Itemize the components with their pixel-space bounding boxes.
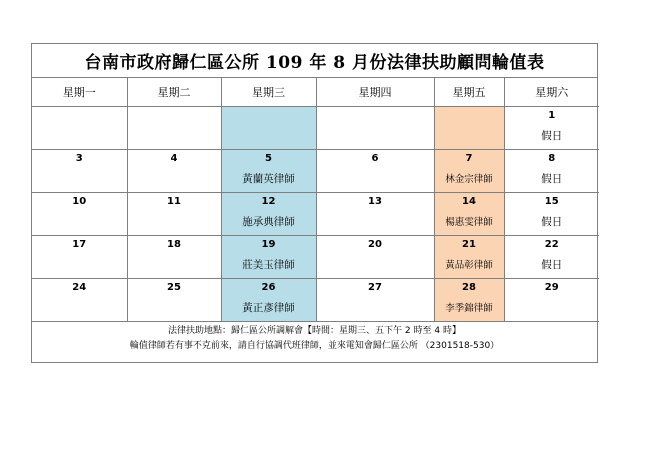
duty-note [317, 128, 434, 144]
duty-note [128, 214, 221, 230]
date-number: 17 [72, 239, 87, 250]
duty-note: 黃蘭英律師 [242, 173, 295, 185]
date-number: 13 [368, 196, 382, 207]
calendar-cell [434, 193, 504, 236]
calendar-cell [504, 107, 599, 150]
duty-note: 黃正彥律師 [242, 302, 295, 314]
date-number [32, 107, 127, 128]
duty-note [317, 300, 434, 316]
calendar-cell [127, 279, 221, 322]
calendar-cell [434, 107, 504, 150]
date-number: 25 [167, 282, 181, 293]
duty-note [435, 128, 504, 144]
calendar-cell [127, 150, 221, 193]
duty-note [32, 128, 127, 144]
calendar-cell [221, 150, 316, 193]
date-number: 20 [368, 239, 382, 250]
footer-notes [32, 322, 597, 354]
calendar-cell [316, 107, 434, 150]
calendar-cell [32, 279, 127, 322]
duty-note: 假日 [541, 130, 563, 142]
week-row [32, 107, 599, 150]
duty-note: 莊美玉律師 [242, 259, 295, 271]
calendar-cell [127, 236, 221, 279]
title-row [32, 44, 597, 78]
calendar-cell [434, 150, 504, 193]
duty-note [32, 300, 127, 316]
weekday-header: 星期一 [32, 78, 127, 107]
duty-note [32, 257, 127, 273]
duty-note [32, 214, 127, 230]
calendar-cell [316, 193, 434, 236]
date-number: 5 [265, 153, 272, 164]
calendar-cell [434, 279, 504, 322]
date-number: 10 [72, 196, 87, 207]
duty-note [317, 257, 434, 273]
calendar-cell [221, 279, 316, 322]
duty-note: 黃品彰律師 [445, 260, 493, 271]
duty-note [128, 128, 221, 144]
date-number: 1 [548, 110, 556, 121]
date-number: 26 [261, 282, 276, 293]
calendar-cell [221, 193, 316, 236]
week-row [32, 236, 599, 279]
weekday-header: 星期四 [316, 78, 434, 107]
duty-note: 假日 [541, 173, 563, 185]
weekday-header: 星期六 [504, 78, 599, 107]
calendar-cell [504, 236, 599, 279]
date-number: 14 [462, 196, 476, 207]
date-number: 6 [371, 153, 379, 164]
date-number: 4 [170, 153, 178, 164]
duty-note: 假日 [541, 216, 563, 228]
date-number: 12 [261, 196, 276, 207]
duty-note [32, 171, 127, 187]
week-row [32, 279, 599, 322]
date-number [128, 107, 221, 128]
calendar-cell [221, 236, 316, 279]
date-number: 24 [72, 282, 87, 293]
calendar-cell [32, 236, 127, 279]
schedule-table [32, 78, 599, 322]
calendar-cell [127, 193, 221, 236]
date-number: 29 [544, 282, 559, 293]
duty-note: 楊惠雯律師 [445, 217, 493, 228]
footer-notice-line: 輪值律師若有事不克前來，請自行協調代班律師，並來電知會歸仁區公所 （2301518-530） [129, 341, 500, 351]
date-number: 19 [261, 239, 276, 250]
footer-location-line: 法律扶助地點：歸仁區公所調解會【時間：星期三、五下午 2 時至 4 時】 [168, 326, 461, 336]
calendar-cell [316, 236, 434, 279]
weekday-header: 星期五 [434, 78, 504, 107]
duty-note: 施承典律師 [242, 216, 295, 228]
duty-note [505, 300, 600, 316]
weekday-header: 星期三 [221, 78, 316, 107]
weekday-header-row [32, 78, 599, 107]
calendar-cell [32, 193, 127, 236]
duty-note [128, 300, 221, 316]
schedule-sheet [31, 43, 598, 363]
calendar-cell [504, 279, 599, 322]
date-number: 21 [462, 239, 476, 250]
week-row [32, 150, 599, 193]
duty-note [317, 171, 434, 187]
calendar-cell [434, 236, 504, 279]
duty-note: 李季錦律師 [445, 303, 493, 314]
calendar-cell [32, 107, 127, 150]
duty-note [317, 214, 434, 230]
calendar-cell [316, 150, 434, 193]
date-number: 8 [548, 153, 556, 164]
date-number [222, 107, 316, 128]
date-number: 27 [368, 282, 382, 293]
date-number: 15 [544, 196, 559, 207]
date-number: 3 [75, 153, 83, 164]
date-number: 18 [167, 239, 181, 250]
calendar-cell [504, 150, 599, 193]
duty-note: 林金宗律師 [445, 174, 493, 185]
date-number: 22 [544, 239, 559, 250]
weekday-header: 星期二 [127, 78, 221, 107]
calendar-cell [32, 150, 127, 193]
calendar-cell [316, 279, 434, 322]
calendar-cell [221, 107, 316, 150]
duty-note [128, 257, 221, 273]
date-number: 11 [167, 196, 181, 207]
date-number: 28 [462, 282, 476, 293]
week-row [32, 193, 599, 236]
date-number: 7 [465, 153, 473, 164]
date-number [317, 107, 434, 128]
calendar-cell [504, 193, 599, 236]
date-number [435, 107, 504, 128]
duty-note [128, 171, 221, 187]
page-title: 台南市政府歸仁區公所 109 年 8 月份法律扶助顧問輪值表 [84, 53, 545, 73]
calendar-cell [127, 107, 221, 150]
duty-note: 假日 [541, 259, 563, 271]
duty-note [222, 128, 316, 144]
